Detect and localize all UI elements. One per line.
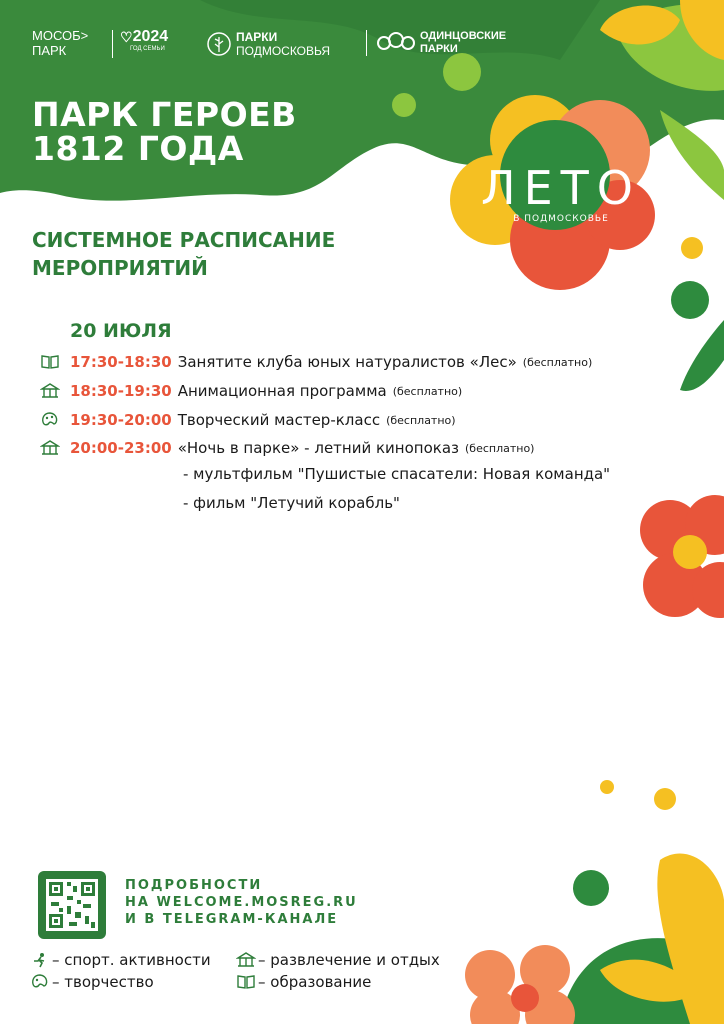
logo-mosobl-line1: МОСОБ> xyxy=(32,28,89,43)
event-subitem: - мультфильм "Пушистые спасатели: Новая команда" xyxy=(183,465,611,483)
title-line2: 1812 ГОДА xyxy=(32,129,244,168)
legend-education xyxy=(236,973,371,991)
event-row xyxy=(40,408,456,432)
page-title xyxy=(32,95,297,168)
logo-mosobl-line2: ПАРК xyxy=(32,43,67,58)
event-note: (бесплатно) xyxy=(522,355,593,369)
legend-sport xyxy=(30,951,211,969)
event-subitem: - фильм "Летучий корабль" xyxy=(183,494,400,512)
footer-line1: ПОДРОБНОСТИ xyxy=(125,878,263,893)
legend-entertainment-label: – развлечение и отдых xyxy=(258,951,440,969)
leto-logo xyxy=(466,161,656,224)
event-name: Занятите клуба юных натуралистов «Лес» xyxy=(177,353,517,371)
event-time: 17:30-18:30 xyxy=(70,353,172,371)
legend-sport-label: – спорт. активности xyxy=(52,951,211,969)
carousel-icon xyxy=(40,382,60,400)
event-time: 19:30-20:00 xyxy=(70,411,172,429)
event-time: 20:00-23:00 xyxy=(70,439,172,457)
event-row xyxy=(40,436,534,460)
logo-2024-sub: ГОД СЕМЬИ xyxy=(130,46,165,52)
schedule-heading xyxy=(32,226,335,282)
event-note: (бесплатно) xyxy=(465,441,535,455)
logo-odin-line1: ОДИНЦОВСКИЕ xyxy=(420,30,507,42)
event-note: (бесплатно) xyxy=(386,413,456,427)
event-row xyxy=(40,350,592,374)
legend-creativity-label: – творчество xyxy=(52,973,154,991)
subtitle-line2: МЕРОПРИЯТИЙ xyxy=(32,256,208,280)
event-row xyxy=(40,379,462,403)
event-note: (бесплатно) xyxy=(392,384,463,398)
leto-sub: В ПОДМОСКОВЬЕ xyxy=(513,214,609,224)
logo-parki-line2: ПОДМОСКОВЬЯ xyxy=(236,44,331,58)
event-name: «Ночь в парке» - летний кинопоказ xyxy=(177,439,459,457)
book-icon xyxy=(40,353,60,371)
event-date: 20 ИЮЛЯ xyxy=(70,320,172,342)
title-line1: ПАРК ГЕРОЕВ xyxy=(32,95,297,134)
qr-code[interactable] xyxy=(38,871,106,939)
logo-parki-podmoskovya xyxy=(206,30,330,58)
event-name: Творческий мастер-класс xyxy=(177,411,381,429)
footer-info xyxy=(125,877,358,928)
footer-line2: НА WELCOME.MOSREG.RU xyxy=(125,895,358,910)
runner-icon xyxy=(30,952,50,968)
logo-divider xyxy=(112,30,113,58)
heart-icon: ♡ xyxy=(120,28,133,45)
logo-mosobl-park xyxy=(32,28,88,58)
footer-line3: И В TELEGRAM-КАНАЛЕ xyxy=(125,912,339,927)
book-icon xyxy=(236,974,256,990)
logo-2024-text: 2024 xyxy=(132,28,169,45)
logo-divider xyxy=(366,30,367,56)
logo-odin-line2: ПАРКИ xyxy=(420,43,458,55)
legend-entertainment xyxy=(236,951,440,969)
logo-parki-line1: ПАРКИ xyxy=(236,30,278,44)
event-time: 18:30-19:30 xyxy=(70,382,172,400)
logo-odintsovskie-parki xyxy=(376,30,506,56)
carousel-icon xyxy=(236,952,256,968)
tree-icon xyxy=(206,31,232,57)
leto-word: ЛЕТО xyxy=(481,161,641,215)
subtitle-line1: СИСТЕМНОЕ РАСПИСАНИЕ xyxy=(32,228,336,252)
palette-icon xyxy=(30,974,50,990)
event-name: Анимационная программа xyxy=(177,382,387,400)
map-pin-icon xyxy=(376,31,416,55)
legend-creativity xyxy=(30,973,154,991)
carousel-icon xyxy=(40,439,60,457)
logo-2024 xyxy=(120,28,168,52)
legend-education-label: – образование xyxy=(258,973,372,991)
palette-icon xyxy=(40,411,60,429)
